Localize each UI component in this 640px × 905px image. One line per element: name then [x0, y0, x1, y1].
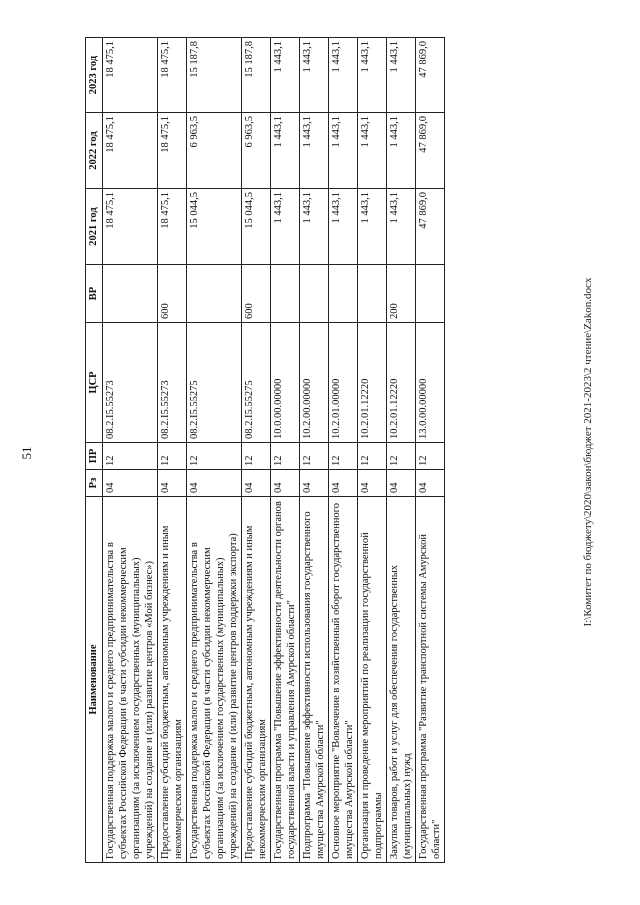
table-row: [416, 38, 445, 863]
cell-rz: 04: [329, 470, 358, 497]
cell-2023: 47 869,0: [416, 38, 445, 113]
cell-pr: 12: [187, 443, 242, 470]
cell-vr: [329, 265, 358, 323]
cell-vr: [300, 265, 329, 323]
footer-file-path: I:\Комитет по бюджету\2020\закон\бюджет 2021-2023\2 чтение\Zakon.docx: [582, 277, 594, 627]
cell-2023: 15 187,8: [242, 38, 271, 113]
cell-2023: 1 443,1: [300, 38, 329, 113]
header-csr: ЦСР: [86, 323, 103, 443]
cell-2022: 47 869,0: [416, 113, 445, 189]
header-pr: ПР: [86, 443, 103, 470]
table-row: [329, 38, 358, 863]
cell-pr: 12: [300, 443, 329, 470]
cell-rz: 04: [187, 470, 242, 497]
cell-2022: 1 443,1: [329, 113, 358, 189]
cell-vr: [271, 265, 300, 323]
cell-csr: 08.2.I5.55273: [103, 323, 158, 443]
cell-name: Государственная поддержка малого и среднего предпринимательства в субъектах Российской Федерации (в части субсидии некоммерческим организациям (за исключением государственных (муниципальных) учреждений) на создание и (или) развитие центров поддержки экспорта): [187, 497, 242, 863]
cell-vr: [416, 265, 445, 323]
cell-name: Организация и проведение мероприятий по реализации государственной подпрограммы: [358, 497, 387, 863]
cell-csr: 13.0.00.00000: [416, 323, 445, 443]
page-number: 51: [19, 446, 34, 460]
table-body: [103, 38, 445, 863]
cell-2021: 18 475,1: [103, 189, 158, 265]
cell-2023: 1 443,1: [387, 38, 416, 113]
table-row: [387, 38, 416, 863]
header-2023: 2023 год: [86, 38, 103, 113]
header-name: Наименование: [86, 497, 103, 863]
cell-name: Государственная поддержка малого и среднего предпринимательства в субъектах Российской Федерации (в части субсидии некоммерческим организациям (за исключением государственных (муниципальных) учреждений) на создание и (или) развитие центров «Мой бизнес»): [103, 497, 158, 863]
cell-csr: 10.2.01.00000: [329, 323, 358, 443]
header-2021: 2021 год: [86, 189, 103, 265]
cell-vr: 600: [242, 265, 271, 323]
cell-2022: 6 963,5: [242, 113, 271, 189]
cell-csr: 08.2.I5.55275: [187, 323, 242, 443]
cell-pr: 12: [271, 443, 300, 470]
cell-vr: [103, 265, 158, 323]
header-rz: Рз: [86, 470, 103, 497]
cell-rz: 04: [416, 470, 445, 497]
cell-2022: 6 963,5: [187, 113, 242, 189]
cell-2021: 15 044,5: [187, 189, 242, 265]
header-2022: 2022 год: [86, 113, 103, 189]
cell-2022: 18 475,1: [158, 113, 187, 189]
cell-2022: 1 443,1: [271, 113, 300, 189]
table-row: [187, 38, 242, 863]
cell-2022: 1 443,1: [387, 113, 416, 189]
cell-2021: 15 044,5: [242, 189, 271, 265]
cell-name: Государственная программа "Повышение эффективности деятельности органов государственной власти и управления Амурской области": [271, 497, 300, 863]
cell-2021: 1 443,1: [271, 189, 300, 265]
cell-csr: 10.0.00.00000: [271, 323, 300, 443]
cell-2021: 1 443,1: [300, 189, 329, 265]
cell-csr: 10.2.00.00000: [300, 323, 329, 443]
cell-pr: 12: [387, 443, 416, 470]
cell-pr: 12: [358, 443, 387, 470]
cell-name: Предоставление субсидий бюджетным, автономным учреждениям и иным некоммерческим организациям: [158, 497, 187, 863]
cell-pr: 12: [103, 443, 158, 470]
cell-csr: 08.2.I5.55273: [158, 323, 187, 443]
cell-rz: 04: [103, 470, 158, 497]
cell-name: Предоставление субсидий бюджетным, автономным учреждениям и иным некоммерческим организациям: [242, 497, 271, 863]
cell-csr: 08.2.I5.55275: [242, 323, 271, 443]
cell-2021: 1 443,1: [358, 189, 387, 265]
cell-2021: 1 443,1: [329, 189, 358, 265]
table-row: [300, 38, 329, 863]
table-row: [158, 38, 187, 863]
cell-pr: 12: [242, 443, 271, 470]
cell-vr: 200: [387, 265, 416, 323]
cell-2023: 1 443,1: [358, 38, 387, 113]
budget-table: [85, 37, 445, 863]
table-row: [242, 38, 271, 863]
cell-csr: 10.2.01.12220: [387, 323, 416, 443]
cell-2021: 47 869,0: [416, 189, 445, 265]
cell-2022: 1 443,1: [358, 113, 387, 189]
table-row: [103, 38, 158, 863]
cell-2023: 1 443,1: [329, 38, 358, 113]
rotated-table-wrapper: [85, 38, 556, 863]
cell-2021: 18 475,1: [158, 189, 187, 265]
header-vr: ВР: [86, 265, 103, 323]
cell-name: Государственная программа "Развитие транспортной системы Амурской области": [416, 497, 445, 863]
cell-vr: [187, 265, 242, 323]
cell-rz: 04: [158, 470, 187, 497]
cell-2022: 1 443,1: [300, 113, 329, 189]
table-row: [358, 38, 387, 863]
cell-pr: 12: [158, 443, 187, 470]
cell-vr: 600: [158, 265, 187, 323]
cell-2022: 18 475,1: [103, 113, 158, 189]
cell-rz: 04: [358, 470, 387, 497]
cell-csr: 10.2.01.12220: [358, 323, 387, 443]
cell-name: Основное мероприятие "Вовлечение в хозяйственный оборот государственного имущества Амурской области": [329, 497, 358, 863]
table-row: [271, 38, 300, 863]
cell-2023: 1 443,1: [271, 38, 300, 113]
cell-2023: 18 475,1: [158, 38, 187, 113]
cell-rz: 04: [271, 470, 300, 497]
cell-rz: 04: [242, 470, 271, 497]
cell-pr: 12: [416, 443, 445, 470]
cell-2021: 1 443,1: [387, 189, 416, 265]
cell-2023: 15 187,8: [187, 38, 242, 113]
cell-pr: 12: [329, 443, 358, 470]
cell-name: Подпрограмма "Повышение эффективности использования государственного имущества Амурской области": [300, 497, 329, 863]
cell-vr: [358, 265, 387, 323]
cell-name: Закупка товаров, работ и услуг для обеспечения государственных (муниципальных) нужд: [387, 497, 416, 863]
table-header-row: [86, 38, 103, 863]
cell-2023: 18 475,1: [103, 38, 158, 113]
cell-rz: 04: [300, 470, 329, 497]
table-container: [85, 38, 556, 863]
cell-rz: 04: [387, 470, 416, 497]
